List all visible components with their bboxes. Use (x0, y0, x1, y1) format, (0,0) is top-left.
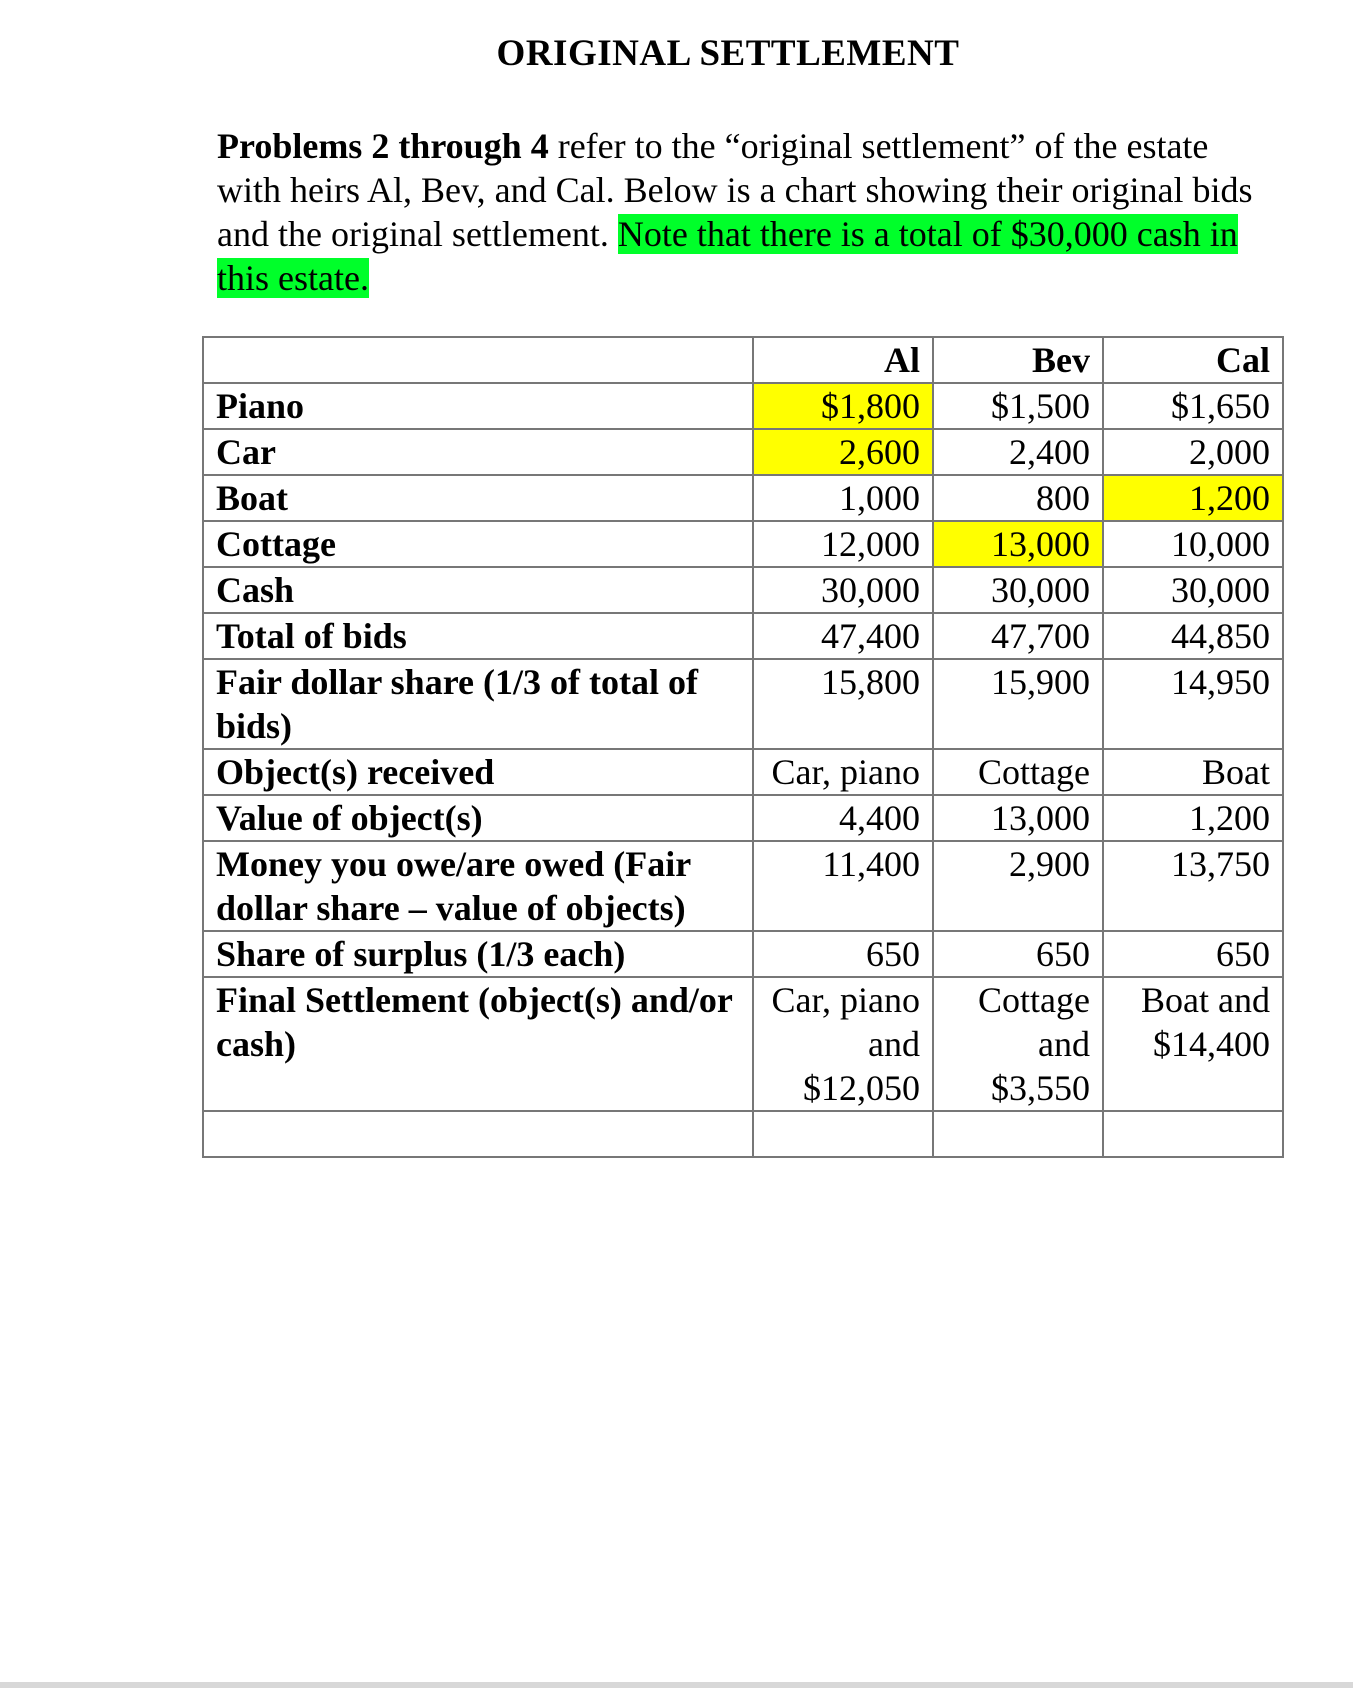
cell-al: 11,400 (753, 841, 933, 931)
row-label: Car (203, 429, 753, 475)
cell-bev: 13,000 (933, 795, 1103, 841)
row-label: Cottage (203, 521, 753, 567)
table-row (203, 613, 1283, 659)
intro-highlight-note: Note that there is a total of $30,000 cash in this estate. (217, 214, 1238, 298)
cell-bev: 30,000 (933, 567, 1103, 613)
cell-bev: Cottage (933, 749, 1103, 795)
settlement-table (202, 336, 1284, 1158)
cell-al: $1,800 (753, 383, 933, 429)
cell-bev: $1,500 (933, 383, 1103, 429)
cell-cal: $1,650 (1103, 383, 1283, 429)
cell-cal: Boat and $14,400 (1103, 977, 1283, 1111)
header-bev: Bev (933, 337, 1103, 383)
cell-cal: 1,200 (1103, 475, 1283, 521)
cell-al: 12,000 (753, 521, 933, 567)
table-row (203, 521, 1283, 567)
table-row (203, 931, 1283, 977)
header-cal: Cal (1103, 337, 1283, 383)
cell-bev: 800 (933, 475, 1103, 521)
cell-al: Car, piano and $12,050 (753, 977, 933, 1111)
row-label: Total of bids (203, 613, 753, 659)
table-row (203, 795, 1283, 841)
cell-bev: Cottage and $3,550 (933, 977, 1103, 1111)
cell-al: 2,600 (753, 429, 933, 475)
settlement-table-body (203, 337, 1283, 1157)
cell-bev: 15,900 (933, 659, 1103, 749)
table-row (203, 659, 1283, 749)
cell-cal: 1,200 (1103, 795, 1283, 841)
cell-cal: 2,000 (1103, 429, 1283, 475)
row-label: Final Settlement (object(s) and/or cash) (203, 977, 753, 1111)
cell-bev: 2,400 (933, 429, 1103, 475)
cell-bev: 13,000 (933, 521, 1103, 567)
row-label: Boat (203, 475, 753, 521)
cell-bev: 650 (933, 931, 1103, 977)
cell-al: 650 (753, 931, 933, 977)
cell-bev: 2,900 (933, 841, 1103, 931)
header-al: Al (753, 337, 933, 383)
cell-al: 30,000 (753, 567, 933, 613)
table-row (203, 841, 1283, 931)
cell-al: Car, piano (753, 749, 933, 795)
cell-cal (1103, 1111, 1283, 1157)
cell-al: 4,400 (753, 795, 933, 841)
table-row (203, 383, 1283, 429)
row-label (203, 1111, 753, 1157)
cell-cal: 10,000 (1103, 521, 1283, 567)
cell-al: 1,000 (753, 475, 933, 521)
row-label: Object(s) received (203, 749, 753, 795)
table-row (203, 429, 1283, 475)
intro-paragraph (217, 124, 1267, 300)
row-label: Money you owe/are owed (Fair dollar share – value of objects) (203, 841, 753, 931)
intro-bold-lead: Problems 2 through 4 (217, 126, 549, 166)
cell-al: 47,400 (753, 613, 933, 659)
header-blank-cell (203, 337, 753, 383)
cell-cal: 13,750 (1103, 841, 1283, 931)
bottom-scroll-edge (0, 1682, 1353, 1688)
row-label: Share of surplus (1/3 each) (203, 931, 753, 977)
cell-bev (933, 1111, 1103, 1157)
row-label: Piano (203, 383, 753, 429)
intro-text: refer to the “original settlement” of the estate with heirs Al, Bev, and Cal. Below is a chart showing their original bids and the original settlement. (217, 126, 1253, 254)
row-label: Cash (203, 567, 753, 613)
cell-cal: 14,950 (1103, 659, 1283, 749)
table-header-row (203, 337, 1283, 383)
page-title: ORIGINAL SETTLEMENT (496, 33, 960, 74)
cell-bev: 47,700 (933, 613, 1103, 659)
table-row (203, 567, 1283, 613)
cell-cal: 30,000 (1103, 567, 1283, 613)
cell-al (753, 1111, 933, 1157)
table-row (203, 749, 1283, 795)
table-row (203, 1111, 1283, 1157)
table-row (203, 977, 1283, 1111)
cell-cal: Boat (1103, 749, 1283, 795)
cell-cal: 650 (1103, 931, 1283, 977)
cell-cal: 44,850 (1103, 613, 1283, 659)
row-label: Value of object(s) (203, 795, 753, 841)
cell-al: 15,800 (753, 659, 933, 749)
row-label: Fair dollar share (1/3 of total of bids) (203, 659, 753, 749)
table-row (203, 475, 1283, 521)
